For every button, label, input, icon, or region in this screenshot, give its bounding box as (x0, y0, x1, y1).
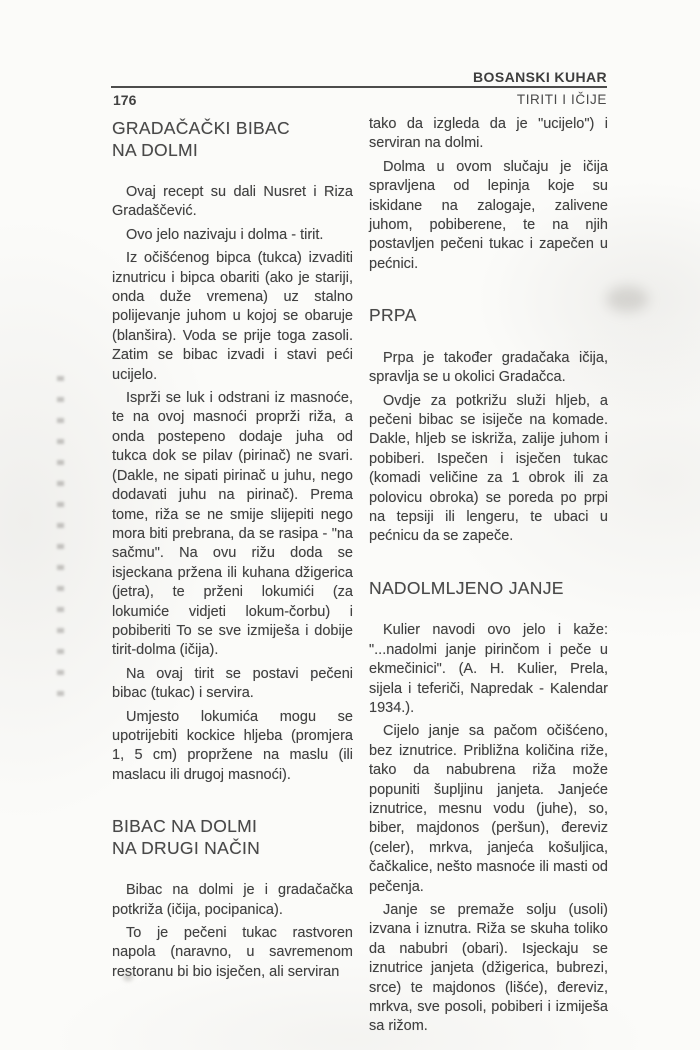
left-column (112, 112, 353, 1041)
paragraph: Bibac na dolmi je i gradačačka potkriža (ičija, pocipanica). (112, 882, 353, 918)
chapter-title: TIRITI I IČIJE (516, 92, 607, 107)
heading-line: PRPA (369, 305, 417, 326)
heading-line: NA DRUGI NAČIN (112, 837, 261, 858)
page-number: 176 (113, 92, 137, 108)
paragraph: Iz očišćenog bipca (tukca) izvaditi iznutricu i bipca obariti (ako je stariji, onda duže vremena) uz stalno polijevanje juhom u kojoj se obaruje (blanšira). Voda se prije toga zasoli. Zatim se bibac izvadi i stavi peći ucijelo. (112, 250, 353, 383)
heading-line: NADOLMLJENO JANJE (369, 577, 564, 598)
header-rule (111, 86, 607, 88)
heading-line: BIBAC NA DOLMI (112, 816, 258, 837)
recipe-heading-gradacacki-bibac (112, 118, 353, 161)
paragraph: Ovdje za potkrižu služi hljeb, a pečeni bibac se isiječe na komade. Dakle, hljeb se iskriža, zalije juhom i pobiberi. Ispečen i isječen tukac (komadi veličine za 1 obrok ili za polovicu obroka) se poreda po prpi na tepsiji ili lengeru, te ubaci u pećnicu da se zapeče. (369, 392, 608, 545)
recipe-heading-nadolmljeno-janje (369, 578, 608, 600)
right-column (369, 112, 608, 1041)
text-columns (112, 112, 608, 1041)
book-title: BOSANSKI KUHAR (473, 69, 607, 85)
paragraph: Ovaj recept su dali Nusret i Riza Gradaščević. (112, 184, 353, 220)
paragraph: Kulier navodi ovo jelo i kaže: "...nadolmi janje pirinčom i peče u ekmečinici". (A. H. Kulier, Prela, sijela i teferiči, Napredak - Kalendar 1934.). (369, 622, 608, 716)
paragraph: Janje se premaže solju (usoli) izvana i iznutra. Riža se skuha toliko da nabubri (obari). Isjeckaju se iznutrice janjeta (džigerica, bubrezi, srce) te majdonos (lišće), đereviz, mrkva, sve posoli, pobiberi i izmiješa sa rižom. (369, 902, 608, 1035)
heading-line: GRADAČAČKI BIBAC (112, 118, 290, 138)
paragraph-continuation: tako da izgleda da je "ucijelo") i serviran na dolmi. (369, 116, 608, 152)
scan-artifact (606, 286, 648, 312)
scan-artifact (57, 376, 64, 706)
recipe-heading-bibac-na-dolmi (112, 816, 353, 859)
paragraph: Ovo jelo nazivaju i dolma - tirit. (126, 226, 324, 243)
heading-line: NA DOLMI (112, 139, 199, 160)
paragraph: Cijelo janje sa pačom očišćeno, bez iznutrice. Približna količina riže, tako da nabubrena riža može popuniti šupljinu janjeta. Janjeće iznutrice, mesnu vodu (juhe), so, biber, majdonos (peršun), đereviz (celer), mrkva, janjeća košuljica, čačkalice, nešto masnoće ili masti od pečenja. (369, 723, 608, 895)
paragraph: Umjesto lokumića mogu se upotrijebiti kockice hljeba (promjera 1, 5 cm) propržene na maslu (ili maslacu ili drugoj masnoći). (112, 708, 353, 783)
paragraph: Prpa je također gradačaka ičija, spravlja se u okolici Gradačca. (369, 349, 608, 386)
paragraph: Na ovaj tirit se postavi pečeni bibac (tukac) i servira. (112, 665, 353, 702)
paragraph: Dolma u ovom slučaju je ičija spravljena od lepinja koje su iskidane na zalogaje, zalivene juhom, pobiberene, te na njih postavljen pečeni tukac i zapečen u pećnici. (369, 158, 608, 272)
scan-artifact (123, 973, 133, 981)
recipe-heading-prpa (369, 305, 608, 327)
paragraph: To je pečeni tukac rastvoren napola (naravno, u savremenom restoranu bi bio isječen, ali serviran (112, 925, 353, 980)
paragraph: Isprži se luk i odstrani iz masnoće, te na ovoj masnoći proprži riža, a onda postepeno dodaje juha od tukca dok se pilav (pirinač) ne svari. (Dakle, ne sipati pirinač u juhu, nego dodavati juhu na pirinač). Prema tome, riža se ne smije slijepiti nego mora biti prebrana, da se rasipa - "na sačmu". Na ovu rižu doda se isjeckana pržena ili kuhana džigerica (jetra), te prženi lokumići (za lokumiće vidjeti lokum-čorbu) i pobiberiti To se sve izmiješa i dobije tirit-dolma (ičija). (112, 390, 353, 659)
